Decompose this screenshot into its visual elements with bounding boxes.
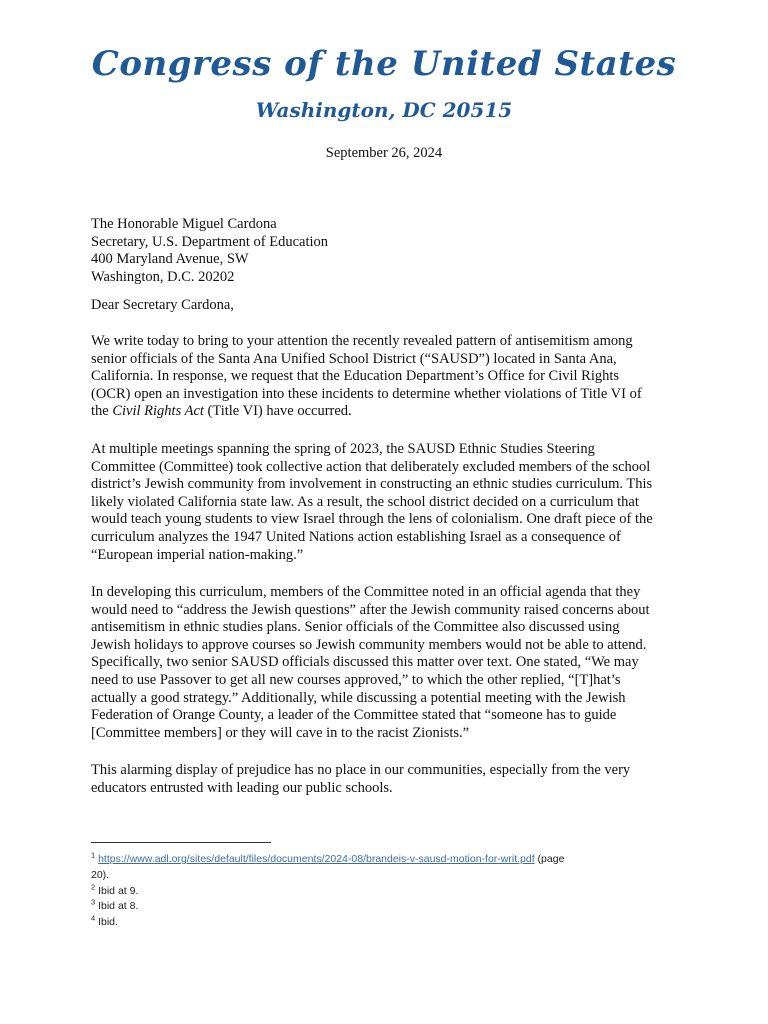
recipient-line: 400 Maryland Avenue, SW (91, 251, 249, 268)
paragraph-line: would teach young students to view Israel through the lens of colonialism. One draft piece of the (91, 511, 653, 528)
footnote-2 (91, 884, 691, 900)
paragraph-line: (OCR) open an investigation into these incidents to determine whether violations of Title VI of (91, 385, 642, 402)
footnote-4 (91, 915, 691, 931)
text-run: the (91, 403, 113, 420)
paragraph-line: actually a good strategy.” Additionally, while discussing a potential meeting with the Jewish (91, 689, 626, 706)
paragraph-line: senior officials of the Santa Ana Unified School District (“SAUSD”) located in Santa Ana, (91, 350, 617, 367)
paragraph-line: need to use Passover to get all new courses approved,” to which the other replied, “[T]hat’s (91, 671, 621, 688)
footnote-1-continuation: 20). (91, 868, 110, 881)
paragraph-line: [Committee members] or they will cave in to the racist Zionists.” (91, 724, 470, 741)
paragraph-line: antisemitism in ethnic studies plans. Senior officials of the Committee also discussed using (91, 619, 620, 636)
letter-date: September 26, 2024 (325, 145, 443, 161)
paragraph-1 (91, 333, 686, 421)
footnote-number: 3 (91, 897, 96, 907)
paragraph-line: Jewish holidays to approve courses so Jewish community members would not be able to attend. (91, 636, 647, 653)
paragraph-line: likely violated California state law. As a result, the school district decided on a curriculum that (91, 493, 639, 510)
footnote-divider (91, 842, 271, 843)
paragraph-line: At multiple meetings spanning the spring of 2023, the SAUSD Ethnic Studies Steering (91, 441, 595, 457)
footnote-3 (91, 899, 691, 915)
paragraph-line: curriculum analyzes the 1947 United Nations action establishing Israel as a consequence of (91, 528, 621, 545)
paragraph-line: In developing this curriculum, members of the Committee noted in an official agenda that they (91, 584, 641, 600)
footnotes (91, 852, 691, 931)
paragraph-line: We write today to bring to your attention the recently revealed pattern of antisemitism among (91, 333, 633, 349)
paragraph-line: This alarming display of prejudice has no place in our communities, especially from the very (91, 762, 631, 778)
letterhead-location: Washington, DC 20515 (255, 98, 513, 122)
footnote-1 (91, 852, 691, 868)
recipient-line: Washington, D.C. 20202 (91, 268, 235, 285)
paragraph-line: California. In response, we request that the Education Department’s Office for Civil Rights (91, 368, 620, 385)
paragraph-3 (91, 584, 686, 742)
paragraph-2 (91, 441, 686, 564)
paragraph-line: Federation of Orange County, a leader of the Committee stated that “someone has to guide (91, 707, 617, 724)
footnote-text: Ibid at 8. (98, 900, 139, 913)
paragraph-line: “European imperial nation-making.” (91, 546, 304, 563)
footnote-text: Ibid. (98, 916, 118, 929)
letterhead-title: Congress of the United States (91, 44, 677, 84)
footnote-link[interactable]: https://www.adl.org/sites/default/files/documents/2024-08/brandeis-v-sausd-motion-for-writ.pdf (98, 853, 535, 865)
paragraph-line: district’s Jewish community from involvement in constructing an ethnic studies curriculum. This (91, 476, 653, 493)
footnote-text: Ibid at 9. (98, 884, 139, 897)
paragraph-line: Specifically, two senior SAUSD officials discussed this matter over text. One stated, “We may (91, 654, 639, 671)
paragraph-line: educators entrusted with leading our public schools. (91, 779, 393, 796)
recipient-line: The Honorable Miguel Cardona (91, 216, 277, 232)
paragraph-line: would need to “address the Jewish questions” after the Jewish community raised concerns about (91, 601, 650, 618)
recipient-address (91, 216, 691, 286)
recipient-line: Secretary, U.S. Department of Education (91, 233, 329, 250)
paragraph-line: Committee (Committee) took collective action that deliberately excluded members of the school (91, 458, 651, 475)
paragraph-line (91, 403, 686, 421)
footnote-number: 1 (91, 850, 96, 860)
text-run: (Title VI) have occurred. (203, 403, 352, 420)
footnote-number: 2 (91, 882, 96, 892)
act-title: Civil Rights Act (112, 403, 204, 420)
footnote-number: 4 (91, 913, 96, 923)
footnote-text: (page (534, 853, 565, 865)
paragraph-4 (91, 762, 686, 797)
salutation: Dear Secretary Cardona, (91, 297, 234, 313)
